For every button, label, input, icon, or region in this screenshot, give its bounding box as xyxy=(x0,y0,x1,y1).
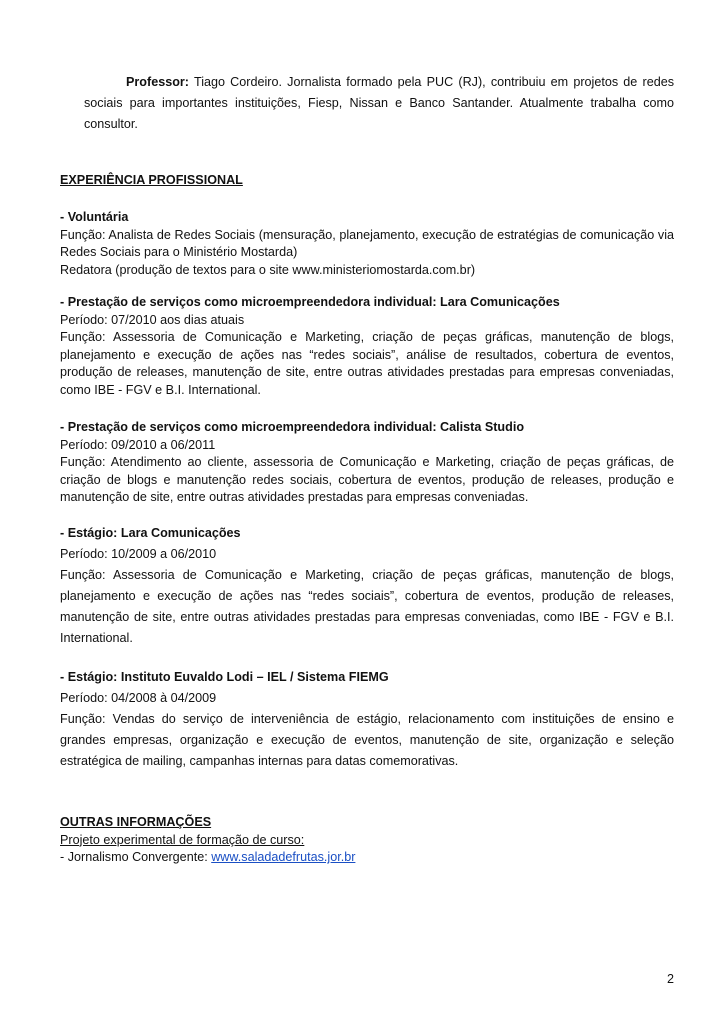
project-subheading: Projeto experimental de formação de curso: xyxy=(60,832,305,847)
entry-line: Função: Vendas do serviço de interveniência de estágio, relacionamento com instituições de ensino e grandes empresas, organização e execução de eventos, manutenção de site, organização e seleção estratégica de mailing, campanhas internas para datas comemorativas. xyxy=(60,712,674,768)
experience-entry-lara-mei xyxy=(60,294,674,399)
professor-label: Professor: xyxy=(126,75,189,89)
section-heading-experience: EXPERIÊNCIA PROFISSIONAL xyxy=(60,173,243,187)
section-heading-other: OUTRAS INFORMAÇÕES xyxy=(60,815,212,829)
entry-period: Período: 04/2008 à 04/2009 xyxy=(60,691,217,705)
entry-line: Função: Analista de Redes Sociais (mensuração, planejamento, execução de estratégias de comunicação via Redes Sociais para o Ministério Mostarda) xyxy=(60,227,674,259)
entry-title: - Estágio: Lara Comunicações xyxy=(60,526,241,540)
experience-entry-calista xyxy=(60,419,674,507)
entry-title: - Voluntária xyxy=(60,210,129,224)
project-link[interactable]: www.saladadefrutas.jor.br xyxy=(211,850,356,864)
experience-entry-lara-estagio xyxy=(60,523,674,649)
page-number: 2 xyxy=(666,972,674,986)
entry-line: Função: Atendimento ao cliente, assessoria de Comunicação e Marketing, criação de peças gráficas, de criação de blogs e manutenção redes sociais, cobertura de eventos, produção de releases, produção e manutenção de site, entre outras atividades prestadas para empresas conveniadas. xyxy=(60,455,674,504)
entry-line: Redatora (produção de textos para o site www.ministeriomostarda.com.br) xyxy=(60,262,476,277)
instructor-paragraph xyxy=(84,72,674,135)
project-label: - Jornalismo Convergente: xyxy=(60,850,212,864)
entry-period: Período: 07/2010 aos dias atuais xyxy=(60,312,245,327)
entry-line: Função: Assessoria de Comunicação e Marketing, criação de peças gráficas, manutenção de blogs, planejamento e execução de ações nas “redes sociais”, análise de resultados, cobertura de eventos, produção de releases, manutenção de site, entre outras atividades prestadas para empresas conveniadas, como IBE - FGV e B.I. International. xyxy=(60,330,674,397)
entry-period: Período: 09/2010 a 06/2011 xyxy=(60,437,216,452)
entry-line: Função: Assessoria de Comunicação e Marketing, criação de peças gráficas, manutenção de blogs, planejamento e execução de ações nas “redes sociais”, cobertura de eventos, produção de releases, manutenção de site, entre outras atividades prestadas para empresas conveniadas, como IBE - FGV e B.I. International. xyxy=(60,568,674,645)
entry-period: Período: 10/2009 a 06/2010 xyxy=(60,547,217,561)
entry-title: - Prestação de serviços como microempreendedora individual: Calista Studio xyxy=(60,420,525,434)
professor-description: Tiago Cordeiro. Jornalista formado pela PUC (RJ), contribuiu em projetos de redes sociais para importantes instituições, Fiesp, Nissan e Banco Santander. Atualmente trabalha como consultor. xyxy=(84,75,674,131)
other-info-section xyxy=(60,814,674,867)
entry-title: - Prestação de serviços como microempreendedora individual: Lara Comunicações xyxy=(60,295,560,309)
entry-title: - Estágio: Instituto Euvaldo Lodi – IEL / Sistema FIEMG xyxy=(60,670,389,684)
experience-entry-voluntaria xyxy=(60,209,674,279)
experience-entry-iel xyxy=(60,667,674,772)
